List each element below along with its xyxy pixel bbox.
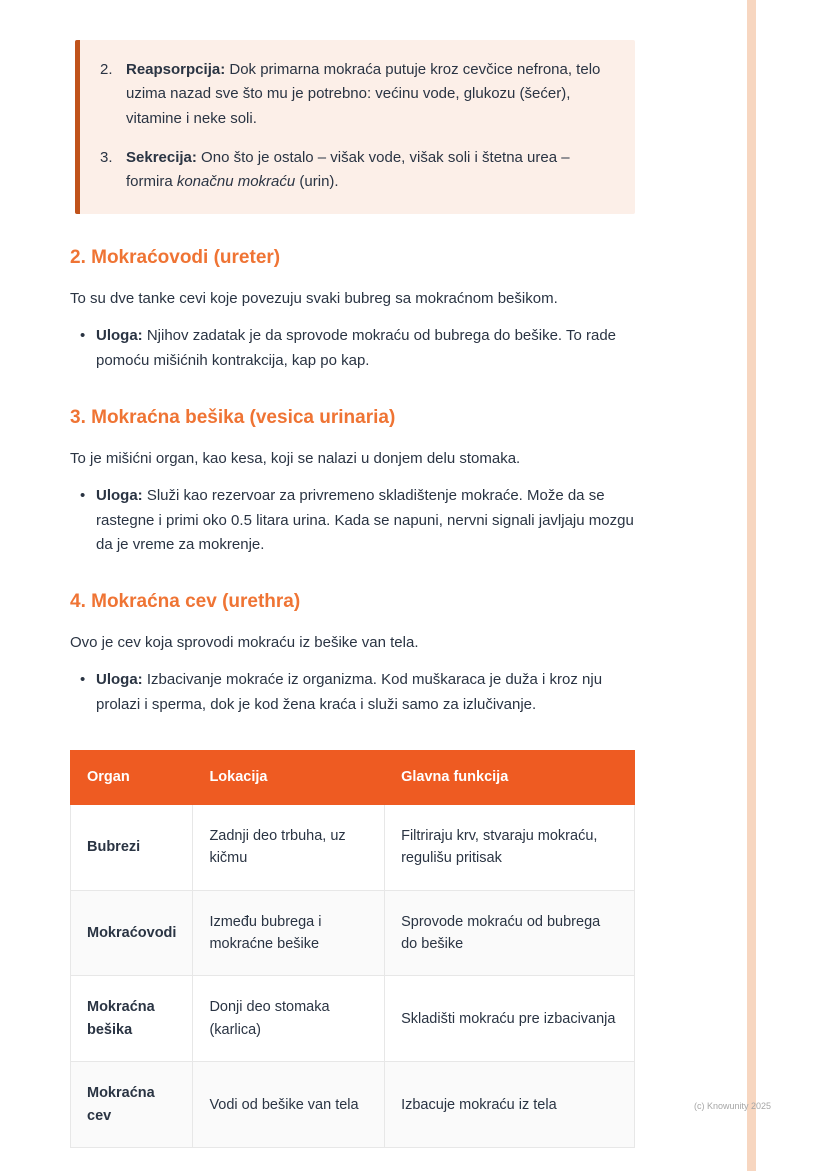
bullet-marker: •: [80, 671, 86, 689]
bullet-body: Služi kao rezervoar za privremeno skladištenje mokraće. Može da se rastegne i primi oko 0.5 litara urina. Kada se napuni, nervni signali javljaju mozgu da je vreme za mokrenje.: [96, 486, 634, 554]
bullet-text: [96, 668, 635, 718]
bullet-body: Njihov zadatak je da sprovode mokraću od bubrega do bešike. To rade pomoću mišićnih kontrakcija, kap po kap.: [96, 327, 617, 370]
table-row: [71, 1062, 635, 1148]
table-row: [71, 890, 635, 976]
bullet-marker: •: [80, 327, 86, 345]
cell-organ: Mokraćna cev: [71, 1062, 193, 1148]
list-item-body: Ono što je ostalo – višak vode, višak soli i štetna urea – formira: [126, 148, 570, 191]
section-intro: To su dve tanke cevi koje povezuju svaki bubreg sa mokraćnom bešikom.: [70, 290, 558, 308]
heading-mokracna-cev: 4. Mokraćna cev (urethra): [70, 591, 301, 613]
list-number: 2.: [100, 61, 113, 78]
list-item-body: Dok primarna mokraća putuje kroz cevčice nefrona, telo uzima nazad sve što mu je potrebno: većinu vode, glukozu (šećer), vitamine i neke soli.: [126, 61, 601, 127]
section-intro: Ovo je cev koja sprovodi mokraću iz bešike van tela.: [70, 633, 419, 651]
header-lokacija: Lokacija: [193, 750, 385, 804]
cell-organ: Bubrezi: [71, 804, 193, 890]
cell-lokacija: Donji deo stomaka (karlica): [193, 976, 385, 1062]
cell-lokacija: Vodi od bešike van tela: [193, 1062, 385, 1148]
list-item-italic: konačnu mokraću: [176, 173, 296, 191]
bullet-text: [96, 324, 635, 374]
bullet-item: [70, 324, 635, 374]
cell-funkcija: Skladišti mokraću pre izbacivanja: [385, 976, 635, 1062]
table-row: [71, 976, 635, 1062]
page-edge-stripe: [747, 0, 756, 1171]
section-mokracna-cev: [70, 590, 635, 718]
list-item-text: [126, 58, 613, 131]
document-content: [70, 40, 635, 1148]
cell-lokacija: Zadnji deo trbuha, uz kičmu: [193, 804, 385, 890]
bullet-lead: Uloga:: [96, 486, 143, 504]
list-item-text: [126, 146, 613, 195]
list-item-lead: Reapsorpcija:: [126, 61, 226, 78]
cell-funkcija: Izbacuje mokraću iz tela: [385, 1062, 635, 1148]
callout-item-sekrecija: [100, 146, 613, 195]
table-header-row: [71, 750, 635, 804]
cell-lokacija: Između bubrega i mokraćne bešike: [193, 890, 385, 976]
copyright-note: (c) Knowunity 2025: [694, 1101, 772, 1111]
cell-funkcija: Sprovode mokraću od bubrega do bešike: [385, 890, 635, 976]
heading-mokracna-besika: 3. Mokraćna bešika (vesica urinaria): [70, 406, 396, 428]
bullet-lead: Uloga:: [96, 671, 143, 689]
bullet-body: Izbacivanje mokraće iz organizma. Kod muškaraca je duža i kroz nju prolazi i sperma, dok je kod žena kraća i služi samo za izlučivanje.: [96, 671, 603, 713]
section-intro: To je mišićni organ, kao kesa, koji se nalazi u donjem delu stomaka.: [70, 449, 521, 467]
section-mokracovodi: [70, 246, 635, 374]
callout-item-reapsorpcija: [100, 58, 613, 131]
cell-organ: Mokraćna bešika: [71, 976, 193, 1062]
table-row: [71, 804, 635, 890]
callout-box: [75, 40, 635, 214]
cell-funkcija: Filtriraju krv, stvaraju mokraću, regulišu pritisak: [385, 804, 635, 890]
bullet-marker: •: [80, 486, 86, 504]
heading-mokracovodi: 2. Mokraćovodi (ureter): [70, 247, 281, 269]
list-item-lead: Sekrecija:: [126, 148, 197, 166]
section-mokracna-besika: [70, 406, 635, 558]
cell-organ: Mokraćovodi: [71, 890, 193, 976]
bullet-item: [70, 484, 635, 558]
header-organ: Organ: [71, 750, 193, 804]
bullet-item: [70, 668, 635, 718]
list-item-body-after: (urin).: [295, 173, 339, 191]
list-number: 3.: [100, 148, 113, 166]
bullet-text: [96, 484, 635, 558]
header-glavna-funkcija: Glavna funkcija: [385, 750, 635, 804]
organ-table: [70, 750, 635, 1149]
bullet-lead: Uloga:: [96, 327, 143, 345]
